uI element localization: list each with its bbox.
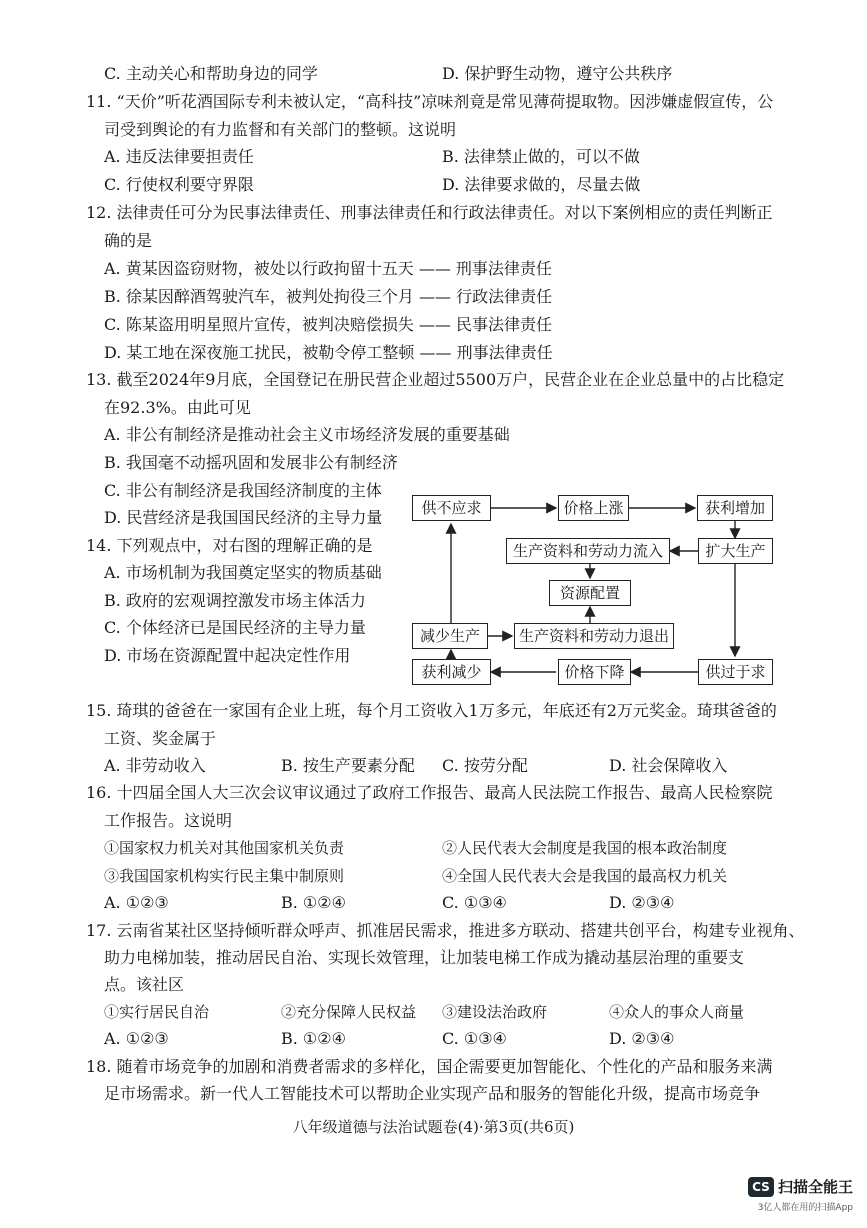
q16-statement-1: ①国家权力机关对其他国家机关负责 xyxy=(104,839,345,857)
q11-option-b: B. 法律禁止做的，可以不做 xyxy=(442,147,640,166)
q11-option-d: D. 法律要求做的，尽量去做 xyxy=(442,175,641,194)
q12-option-b: B. 徐某因醉酒驾驶汽车，被判处拘役三个月 —— 行政法律责任 xyxy=(104,287,553,306)
q15-option-d: D. 社会保障收入 xyxy=(609,756,728,775)
q17-statement-1: ①实行居民自治 xyxy=(104,1003,210,1021)
q14-stem: 14. 下列观点中，对右图的理解正确的是 xyxy=(86,536,373,555)
flow-box-supply-less-than-demand: 供不应求 xyxy=(412,495,491,521)
q17-statement-4: ④众人的事众人商量 xyxy=(609,1003,745,1021)
q15-stem-line2: 工资、奖金属于 xyxy=(104,729,217,748)
q16-statement-3: ③我国国家机构实行民主集中制原则 xyxy=(104,867,345,885)
q12-stem-line1: 12. 法律责任可分为民事法律责任、刑事法律责任和行政法律责任。对以下案例相应的责任判断正 xyxy=(86,203,773,222)
q14-option-a: A. 市场机制为我国奠定坚实的物质基础 xyxy=(104,563,382,582)
q11-option-c: C. 行使权利要守界限 xyxy=(104,175,254,194)
q13-stem-line2: 在92.3%。由此可见 xyxy=(104,398,251,417)
q17-option-a: A. ①②③ xyxy=(104,1029,169,1048)
flow-box-supply-exceeds-demand: 供过于求 xyxy=(698,659,773,685)
q16-option-a: A. ①②③ xyxy=(104,893,169,912)
q14-option-d: D. 市场在资源配置中起决定性作用 xyxy=(104,646,351,665)
flow-box-reduce-production: 减少生产 xyxy=(412,623,488,649)
flow-box-price-up: 价格上涨 xyxy=(558,495,629,521)
q17-option-b: B. ①②④ xyxy=(281,1029,346,1048)
watermark-app-name: 扫描全能王 xyxy=(777,1178,853,1196)
q11-stem-line2: 司受到舆论的有力监督和有关部门的整顿。这说明 xyxy=(104,120,457,139)
q17-stem-line3: 点。该社区 xyxy=(104,975,185,994)
q10-option-d: D. 保护野生动物，遵守公共秩序 xyxy=(442,64,673,83)
q17-stem-line2: 助力电梯加装，推动居民自治、实现长效管理，让加装电梯工作成为撬动基层治理的重要支 xyxy=(104,948,745,967)
q13-option-b: B. 我国毫不动摇巩固和发展非公有制经济 xyxy=(104,453,398,472)
q15-option-c: C. 按劳分配 xyxy=(442,756,528,775)
q16-option-d: D. ②③④ xyxy=(609,893,675,912)
q17-statement-3: ③建设法治政府 xyxy=(442,1003,548,1021)
flow-box-inflow: 生产资料和劳动力流入 xyxy=(506,538,670,564)
q16-statement-2: ②人民代表大会制度是我国的根本政治制度 xyxy=(442,839,728,857)
watermark-tagline: 3亿人都在用的扫描App xyxy=(757,1203,853,1213)
flow-box-expand-production: 扩大生产 xyxy=(698,538,773,564)
q14-option-c: C. 个体经济已是国民经济的主导力量 xyxy=(104,618,366,637)
q15-option-b: B. 按生产要素分配 xyxy=(281,756,415,775)
q13-option-a: A. 非公有制经济是推动社会主义市场经济发展的重要基础 xyxy=(104,425,510,444)
q13-option-d: D. 民营经济是我国国民经济的主导力量 xyxy=(104,508,383,527)
q18-stem-line2: 足市场需求。新一代人工智能技术可以帮助企业实现产品和服务的智能化升级，提高市场竞争 xyxy=(104,1084,761,1103)
q13-stem-line1: 13. 截至2024年9月底，全国登记在册民营企业超过5500万户，民营企业在企业总量中的占比稳定 xyxy=(86,370,785,389)
q17-statement-2: ②充分保障人民权益 xyxy=(281,1003,417,1021)
flow-box-resource-allocation: 资源配置 xyxy=(549,580,631,606)
q16-statement-4: ④全国人民代表大会是我国的最高权力机关 xyxy=(442,867,728,885)
q15-stem-line1: 15. 琦琪的爸爸在一家国有企业上班，每个月工资收入1万多元，年底还有2万元奖金。琦琪爸爸的 xyxy=(86,701,777,720)
q12-option-d: D. 某工地在深夜施工扰民，被勒令停工整顿 —— 刑事法律责任 xyxy=(104,343,553,362)
camscanner-logo-icon: CS xyxy=(748,1177,774,1197)
q17-option-c: C. ①③④ xyxy=(442,1029,507,1048)
flow-box-price-down: 价格下降 xyxy=(558,659,631,685)
flow-box-profit-up: 获利增加 xyxy=(697,495,773,521)
q12-option-c: C. 陈某盗用明星照片宣传，被判决赔偿损失 —— 民事法律责任 xyxy=(104,315,553,334)
q14-option-b: B. 政府的宏观调控激发市场主体活力 xyxy=(104,591,366,610)
q16-stem-line1: 16. 十四届全国人大三次会议审议通过了政府工作报告、最高人民法院工作报告、最高人民检察院 xyxy=(86,783,773,802)
q15-option-a: A. 非劳动收入 xyxy=(104,756,206,775)
flow-box-profit-down: 获利减少 xyxy=(412,659,491,685)
q11-stem-line1: 11. “天价”听花酒国际专利未被认定，“高科技”凉味剂竟是常见薄荷提取物。因涉嫌虚假宣传，公 xyxy=(86,92,774,111)
q18-stem-line1: 18. 随着市场竞争的加剧和消费者需求的多样化，国企需要更加智能化、个性化的产品和服务来满 xyxy=(86,1057,773,1076)
page-footer: 八年级道德与法治试题卷(4)·第3页(共6页) xyxy=(292,1118,575,1136)
q12-option-a: A. 黄某因盗窃财物，被处以行政拘留十五天 —— 刑事法律责任 xyxy=(104,259,552,278)
q11-option-a: A. 违反法律要担责任 xyxy=(104,147,254,166)
q10-option-c: C. 主动关心和帮助身边的同学 xyxy=(104,64,318,83)
q17-stem-line1: 17. 云南省某社区坚持倾听群众呼声、抓准居民需求，推进多方联动、搭建共创平台，构建专业视角、 xyxy=(86,921,805,940)
q17-option-d: D. ②③④ xyxy=(609,1029,675,1048)
q16-option-c: C. ①③④ xyxy=(442,893,507,912)
flow-box-outflow: 生产资料和劳动力退出 xyxy=(514,623,674,649)
q16-stem-line2: 工作报告。这说明 xyxy=(104,811,233,830)
q16-option-b: B. ①②④ xyxy=(281,893,346,912)
q12-stem-line2: 确的是 xyxy=(104,231,153,250)
q13-option-c: C. 非公有制经济是我国经济制度的主体 xyxy=(104,481,382,500)
scanner-watermark xyxy=(748,1176,853,1213)
